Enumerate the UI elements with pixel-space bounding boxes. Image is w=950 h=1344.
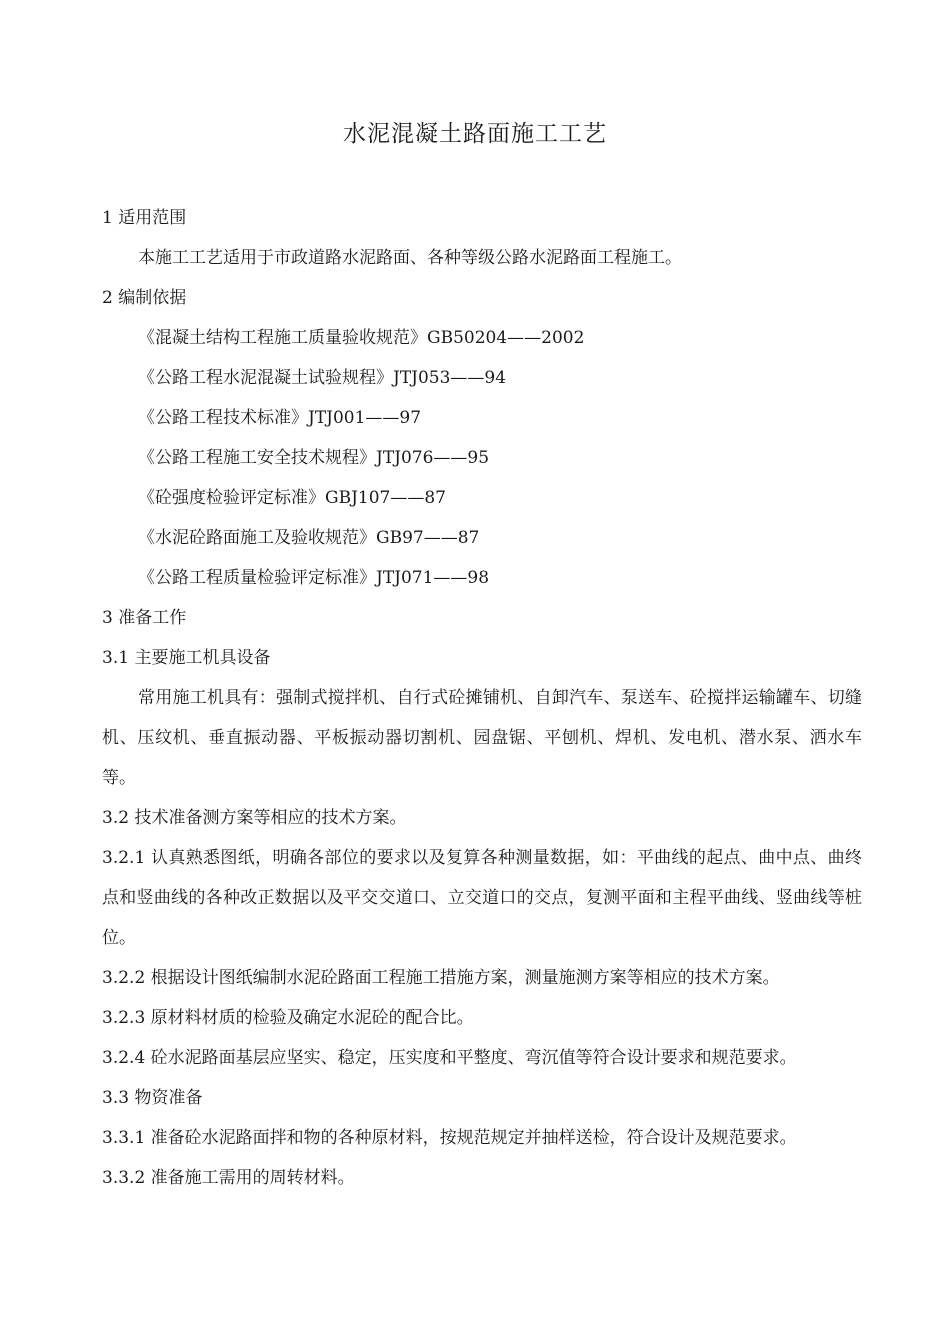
- subsection-heading-3-1: 3.1 主要施工机具设备: [102, 648, 271, 668]
- reference-item: 《公路工程水泥混凝土试验规程》JTJ053——94: [138, 368, 507, 388]
- section-heading-3: 3 准备工作: [102, 608, 187, 628]
- clause-3-2-3: 3.2.3 原材料材质的检验及确定水泥砼的配合比。: [102, 1008, 474, 1028]
- document-title: 水泥混凝土路面施工工艺: [343, 121, 607, 147]
- subsection-3-1-text: 常用施工机具有：强制式搅拌机、自行式砼摊铺机、自卸汽车、泵送车、砼搅拌运输罐车、切缝机、压纹机、垂直振动器、平板振动器切割机、园盘锯、平刨机、焊机、发电机、潜水泵、洒水车等。: [102, 688, 862, 788]
- section-heading-2: 2 编制依据: [102, 288, 187, 308]
- clause-3-2-2: 3.2.2 根据设计图纸编制水泥砼路面工程施工措施方案，测量施测方案等相应的技术方案。: [102, 968, 780, 988]
- clause-3-2-4: 3.2.4 砼水泥路面基层应坚实、稳定，压实度和平整度、弯沉值等符合设计要求和规范要求。: [102, 1048, 797, 1068]
- section-heading-1: 1 适用范围: [102, 208, 187, 228]
- reference-item: 《公路工程质量检验评定标准》JTJ071——98: [138, 568, 490, 588]
- clause-3-3-1: 3.3.1 准备砼水泥路面拌和物的各种原材料，按规范规定并抽样送检，符合设计及规范要求。: [102, 1128, 797, 1148]
- reference-item: 《公路工程施工安全技术规程》JTJ076——95: [138, 448, 490, 468]
- reference-item: 《公路工程技术标准》JTJ001——97: [138, 408, 422, 428]
- section-1-text: 本施工工艺适用于市政道路水泥路面、各种等级公路水泥路面工程施工。: [138, 248, 682, 268]
- subsection-heading-3-3: 3.3 物资准备: [102, 1088, 203, 1108]
- reference-item: 《混凝土结构工程施工质量验收规范》GB50204——2002: [138, 328, 585, 348]
- reference-item: 《砼强度检验评定标准》GBJ107——87: [138, 488, 446, 508]
- clause-3-3-2: 3.3.2 准备施工需用的周转材料。: [102, 1168, 355, 1188]
- reference-item: 《水泥砼路面施工及验收规范》GB97——87: [138, 528, 480, 548]
- subsection-heading-3-2: 3.2 技术准备测方案等相应的技术方案。: [102, 808, 407, 828]
- clause-3-2-1: 3.2.1 认真熟悉图纸，明确各部位的要求以及复算各种测量数据，如：平曲线的起点、曲中点、曲终点和竖曲线的各种改正数据以及平交交道口、立交道口的交点，复测平面和主程平曲线、竖曲线等桩位。: [102, 848, 862, 948]
- document-body: [102, 198, 862, 1198]
